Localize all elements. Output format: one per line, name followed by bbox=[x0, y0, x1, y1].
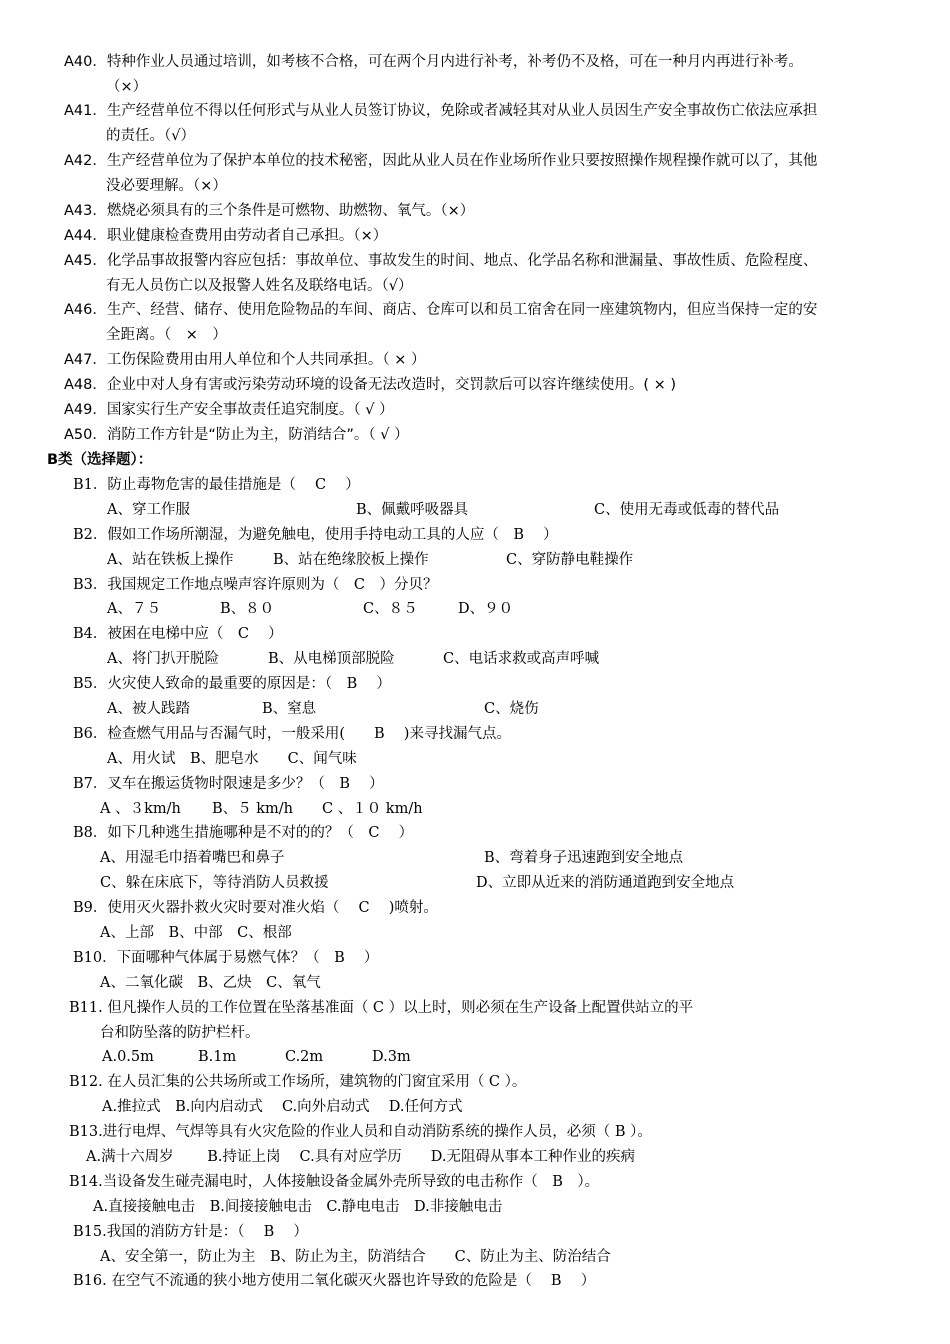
option-b4-a: A、将门扒开脱险 bbox=[107, 651, 219, 667]
option-b2-b: B、站在绝缘胶板上操作 bbox=[273, 552, 429, 568]
question-a45: A45．化学品事故报警内容应包括：事故单位、事故发生的时间、地点、化学品名称和泄漏量、事故性质、危险程度、 bbox=[64, 253, 818, 269]
option-b7-c: C 、１０ km/h bbox=[322, 801, 423, 817]
option-b2-a: A、站在铁板上操作 bbox=[107, 552, 234, 568]
question-b4: B4．被困在电梯中应（ C ） bbox=[73, 626, 283, 642]
options-b12: A.推拉式 B.向内启动式 C.向外启动式 D.任何方式 bbox=[102, 1099, 463, 1115]
option-b2-c: C、穿防静电鞋操作 bbox=[506, 552, 634, 568]
option-b1-b: B、佩戴呼吸器具 bbox=[356, 502, 469, 518]
question-b13: B13.进行电焊、气焊等具有火灾危险的作业人员和自动消防系统的操作人员，必须（ B ）。 bbox=[69, 1124, 652, 1140]
question-a40: A40．特种作业人员通过培训，如考核不合格，可在两个月内进行补考，补考仍不及格，可在一种月内再进行补考。 bbox=[64, 54, 803, 70]
question-b12: B12. 在人员汇集的公共场所或工作场所，建筑物的门窗宜采用（ C ）。 bbox=[69, 1074, 527, 1090]
question-a50: A50．消防工作方针是“防止为主，防消结合”。（ √ ） bbox=[64, 427, 409, 443]
question-b11-cont: 台和防坠落的防护栏杆。 bbox=[100, 1025, 260, 1041]
answer-a40: （×） bbox=[106, 79, 148, 95]
option-b3-a: A、７５ bbox=[107, 601, 161, 617]
option-b7-a: A 、３km/h bbox=[100, 801, 181, 817]
section-heading-b: B类（选择题）： bbox=[47, 452, 153, 468]
question-b16: B16. 在空气不流通的狭小地方使用二氧化碳灭火器也许导致的危险是（ B ） bbox=[73, 1273, 596, 1289]
question-b5: B5．火灾使人致命的最重要的原因是：（ B ） bbox=[73, 676, 391, 692]
option-b8-b: B、弯着身子迅速跑到安全地点 bbox=[484, 850, 684, 866]
question-a45-cont: 有无人员伤亡以及报警人姓名及联络电话。（√） bbox=[106, 278, 413, 294]
option-b5-a: A、被人践踏 bbox=[107, 701, 190, 717]
option-b8-c: C、躲在床底下，等待消防人员救援 bbox=[100, 875, 329, 891]
question-b15: B15.我国的消防方针是：（ B ） bbox=[73, 1224, 308, 1240]
question-b8: B8．如下几种逃生措施哪种是不对的的？（ C ） bbox=[73, 825, 414, 841]
option-b5-c: C、烧伤 bbox=[484, 701, 539, 717]
question-b2: B2．假如工作场所潮湿，为避免触电，使用手持电动工具的人应（ B ） bbox=[73, 527, 558, 543]
question-a41: A41．生产经营单位不得以任何形式与从业人员签订协议，免除或者减轻其对从业人员因生产安全事故伤亡依法应承担 bbox=[64, 103, 818, 119]
option-b5-b: B、窒息 bbox=[262, 701, 317, 717]
question-a41-cont: 的责任。（√） bbox=[106, 128, 195, 144]
options-b15: A、安全第一，防止为主 B、防止为主，防消结合 C、防止为主、防治结合 bbox=[100, 1249, 611, 1265]
option-b1-c: C、使用无毒或低毒的替代品 bbox=[594, 502, 780, 518]
options-b9: A、上部 B、中部 C、根部 bbox=[100, 925, 292, 941]
question-a49: A49．国家实行生产安全事故责任追究制度。（ √ ） bbox=[64, 402, 394, 418]
option-b3-d: D、９０ bbox=[458, 601, 514, 617]
option-b8-d: D、立即从近来的消防通道跑到安全地点 bbox=[476, 875, 735, 891]
options-b14: A.直接接触电击 B.间接接触电击 C.静电电击 D.非接触电击 bbox=[93, 1199, 503, 1215]
question-a47: A47．工伤保险费用由用人单位和个人共同承担。（ × ） bbox=[64, 352, 426, 368]
question-a44: A44．职业健康检查费用由劳动者自己承担。（×） bbox=[64, 228, 388, 244]
option-b11-b: B.1m bbox=[198, 1049, 237, 1065]
question-a42: A42．生产经营单位为了保护本单位的技术秘密，因此从业人员在作业场所作业只要按照操作规程操作就可以了，其他 bbox=[64, 153, 818, 169]
question-b9: B9．使用灭火器扑救火灾时要对准火焰（ C )喷射。 bbox=[73, 900, 438, 916]
option-b4-b: B、从电梯顶部脱险 bbox=[268, 651, 395, 667]
option-b3-c: C、８５ bbox=[363, 601, 418, 617]
options-b6: A、用火试 B、肥皂水 C、闻气味 bbox=[107, 751, 357, 767]
question-a46: A46．生产、经营、储存、使用危险物品的车间、商店、仓库可以和员工宿舍在同一座建筑物内，但应当保持一定的安 bbox=[64, 302, 818, 318]
question-a46-cont: 全距离。（ × ） bbox=[106, 327, 227, 343]
question-b11: B11. 但凡操作人员的工作位置在坠落基准面（ C ）以上时，则必须在生产设备上配置供站立的平 bbox=[69, 1000, 694, 1016]
question-b14: B14.当设备发生碰壳漏电时，人体接触设备金属外壳所导致的电击称作（ B ）。 bbox=[69, 1174, 600, 1190]
option-b11-d: D.3m bbox=[372, 1049, 411, 1065]
question-b3: B3．我国规定工作地点噪声容许原则为（ C ）分贝？ bbox=[73, 577, 438, 593]
option-b1-a: A、穿工作服 bbox=[107, 502, 190, 518]
option-b7-b: B、５ km/h bbox=[212, 801, 294, 817]
question-b1: B1．防止毒物危害的最佳措施是（ C ） bbox=[73, 477, 360, 493]
question-a43: A43．燃烧必须具有的三个条件是可燃物、助燃物、氧气。（×） bbox=[64, 203, 475, 219]
options-b13: A.满十六周岁 B.持证上岗 C.具有对应学历 D.无阻碍从事本工种作业的疾病 bbox=[86, 1149, 635, 1165]
option-b4-c: C、电话求救或高声呼喊 bbox=[443, 651, 600, 667]
question-b7: B7．叉车在搬运货物时限速是多少？（ B ） bbox=[73, 776, 384, 792]
question-b10: B10．下面哪种气体属于易燃气体？（ B ） bbox=[73, 950, 379, 966]
options-b10: A、二氧化碳 B、乙炔 C、氧气 bbox=[100, 975, 321, 991]
option-b3-b: B、８０ bbox=[220, 601, 275, 617]
option-b8-a: A、用湿毛巾捂着嘴巴和鼻子 bbox=[100, 850, 285, 866]
question-a48: A48．企业中对人身有害或污染劳动环境的设备无法改造时，交罚款后可以容许继续使用。( × ) bbox=[64, 377, 677, 393]
option-b11-a: A.0.5m bbox=[102, 1049, 154, 1065]
question-a42-cont: 没必要理解。（×） bbox=[106, 178, 227, 194]
question-b6: B6．检查燃气用品与否漏气时，一般采用( B )来寻找漏气点。 bbox=[73, 726, 511, 742]
option-b11-c: C.2m bbox=[285, 1049, 324, 1065]
